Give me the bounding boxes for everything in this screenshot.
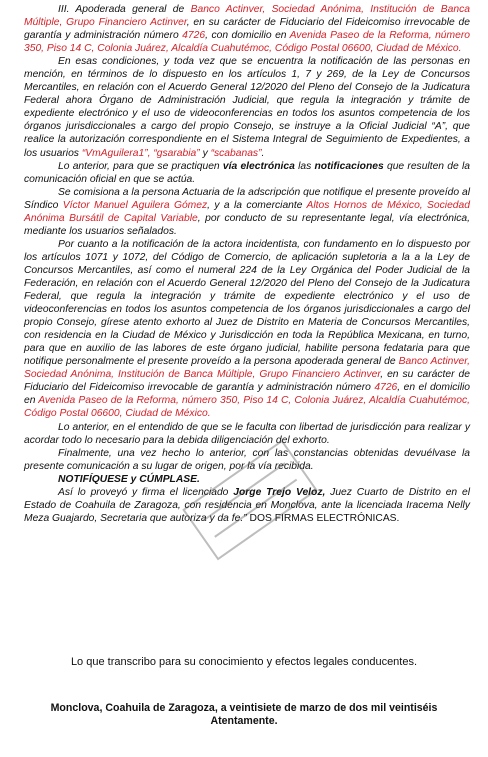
text-run: Víctor Manuel Aguilera Gómez xyxy=(62,199,208,211)
paragraph xyxy=(24,421,470,447)
text-run: . xyxy=(261,147,265,159)
text-run: Jorge Trejo Veloz, xyxy=(233,486,326,498)
text-run: notificaciones xyxy=(314,160,384,172)
text-run: 4726 xyxy=(182,30,206,42)
text-run: , con domicilio en xyxy=(205,30,290,42)
text-run: NOTIFÍQUESE y CÚMPLASE. xyxy=(58,473,200,485)
paragraph xyxy=(24,238,470,421)
text-run: Banco Actinver, Sociedad Anónima, Institución de Banca Múltiple, Grupo Financiero Actinver xyxy=(24,4,470,29)
text-run: Finalmente, una vez hecho lo anterior, con las constancias obtenidas devuélvase la presente comunicación a su lugar de origen, por la vía recibida. xyxy=(24,447,470,472)
text-run: Lo anterior, para que se practiquen xyxy=(58,160,223,172)
text-run: , en su carácter de Fiduciario del Fideicomiso irrevocable de garantía y administración número xyxy=(24,369,471,394)
text-run: Se comisiona a la persona Actuaria de la adscripción que notifique el presente proveído al Síndico xyxy=(24,186,470,211)
text-run: “scabanas” xyxy=(210,147,262,159)
text-run: las xyxy=(294,160,315,172)
text-run: Altos Hornos de México, Sociedad Anónima Bursátil de Capital Variable xyxy=(24,199,470,224)
text-run: Avenida Paseo de la Reforma, número 350, Piso 14 C, Colonia Juárez, Alcaldía Cuahutémoc, Código Postal 06600, Ciudad de México. xyxy=(24,395,470,420)
text-run: , en el domicilio en xyxy=(24,382,470,407)
text-run: , por conducto de su representante legal, vía electrónica, mediante los usuarios señalados. xyxy=(24,212,470,237)
paragraph xyxy=(24,3,470,55)
text-run: Así lo proveyó y firma el licenciado xyxy=(58,486,234,498)
text-run: Banco Actinver, Sociedad Anónima, Institución de Banca Múltiple, Grupo Financiero Actinver xyxy=(24,356,470,381)
paragraph xyxy=(24,160,470,186)
text-run: , en su carácter de Fiduciario del Fideicomiso irrevocable de garantía y administración número xyxy=(24,17,470,42)
document-body xyxy=(24,3,470,525)
paragraph xyxy=(24,186,470,238)
paragraph xyxy=(24,486,470,525)
text-run: Juez Cuarto de Distrito en el Estado de Coahuila de Zaragoza, con residencia en Monclova, ante la licenciada Iracema Nelly Meza Guajardo, Secretaria que autoriza y da fe.” xyxy=(24,486,471,524)
text-run: Avenida Paseo de la Reforma, número 350, Piso 14 C, Colonia Juárez, Alcaldía Cuahutémoc, Código Postal 06600, Ciudad de México. xyxy=(24,30,470,55)
closing-line: Lo que transcribo para su conocimiento y efectos legales conducentes. xyxy=(70,656,418,668)
place-date-line: Monclova, Coahuila de Zaragoza, a veintisiete de marzo de dos mil veintiséis xyxy=(50,702,438,714)
text-run: Por cuanto a la notificación de la actora incidentista, con fundamento en lo dispuesto por los artículos 1071 y 1072, del Código de Comercio, de aplicación supletoria a la a la Ley de Concursos Mercantiles, así como el numeral 224 de la Ley Orgánica del Poder Judicial de la Federación, en relación con el Acuerdo General 12/2020 del Pleno del Consejo de la Judicatura Federal, que regula la integración y trámite de expediente electrónico y el uso de videoconferencias en todos los asuntos competencia de los órganos jurisdiccionales a cargo del propio Consejo, gírese atento exhorto al Juez de Distrito en Materia de Concursos Mercantiles, con residencia en la Ciudad de México y Jurisdicción en toda la República Mexicana, en turno, para que en auxilio de las labores de este órgano judicial, habilite persona fedataria para que notifique personalmente el presente proveído a la persona apoderada general de xyxy=(24,238,470,368)
text-run: DOS FIRMAS ELECTRÓNICAS. xyxy=(249,512,400,524)
text-run: y xyxy=(199,147,211,159)
regards-line: Atentamente. xyxy=(210,715,278,727)
text-run: 4726 xyxy=(374,382,398,394)
paragraph xyxy=(24,447,470,473)
text-run: , y a la comerciante xyxy=(207,199,307,211)
signature-block xyxy=(40,702,448,728)
text-run: Lo anterior, en el entendido de que se le faculta con libertad de jurisdicción para realizar y acordar todo lo necesario para la debida diligenciación del exhorto. xyxy=(24,421,470,446)
text-run: III. Apoderada general de xyxy=(58,4,191,15)
paragraph xyxy=(24,473,470,486)
text-run: “VmAguilera1”, “gsarabia” xyxy=(81,147,200,159)
text-run: vía electrónica xyxy=(222,160,295,172)
text-run: En esas condiciones, y toda vez que se encuentra la notificación de las personas en mención, en términos de lo dispuesto en los artículos 1, 7 y 269, de la Ley de Concursos Mercantiles, en relación con el Acuerdo General 12/2020 del Pleno del Consejo de la Judicatura Federal ahora Órgano de Administración Judicial, que regula la integración y trámite de expediente electrónico y el uso de videoconferencias en todos los asuntos competencia de los órganos jurisdiccionales a cargo del propio Consejo, se instruye a la Oficial Judicial “A”, que realice la autorización correspondiente en el Sistema Integral de Seguimiento de Expedientes, a los usuarios xyxy=(24,56,470,159)
text-run: que resulten de la comunicación oficial en que se actúa. xyxy=(24,160,470,185)
paragraph xyxy=(24,55,470,159)
